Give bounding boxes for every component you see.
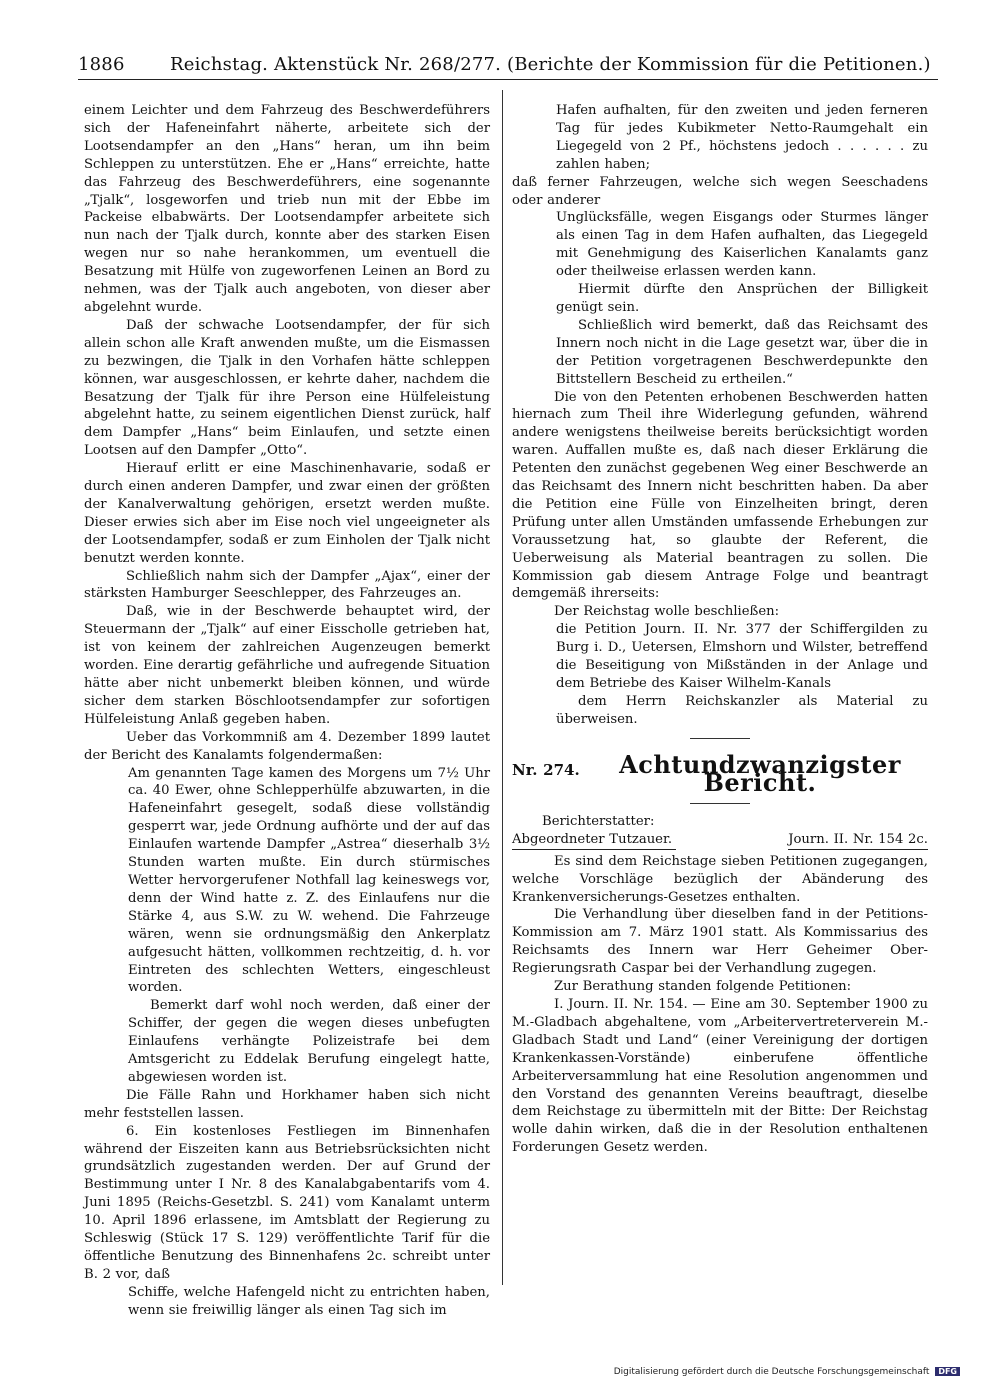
- quoted-tariff-cont2: [556, 209, 928, 388]
- paragraph: einem Leichter und dem Fahrzeug des Beschwerdeführers sich der Hafeneinfahrt näherte, arbeitete sich der Lootsendampfer an den „Hans“ heran, um ihn beim Schleppen zu unterstützen. Ehe er „Hans“ erreichte, hatte das Fahrzeug des Beschwerdeführers, eine sogenannte „Tjalk“, losgeworfen und trieb nun mit der Ebbe im Packeise elbabwärts. Der Lootsendampfer arbeitete sich nun nach der Tjalk durch, konnte aber des starken Eisen wegen nur so nahe herankommen, um eventuell die Besatzung mit Hülfe von zugeworfenen Leinen an Bord zu nehmen, was der Tjalk auch angeboten, von dieser aber abgelehnt wurde.: [84, 103, 490, 315]
- funding-note: Digitalisierung gefördert durch die Deutsche Forschungsgemeinschaft: [613, 1367, 930, 1377]
- paragraph: Unglücksfälle, wegen Eisgangs oder Sturmes länger als einen Tag in dem Hafen aufhalten, das Liegegeld mit Genehmigung des Kaiserlichen Kanalamts ganz oder theilweise erlassen werden kann.: [556, 210, 928, 280]
- paragraph: Die Verhandlung über dieselben fand in der Petitions-Kommission am 7. März 1901 statt. Als Kommissarius des Reichsamts des Innern war Herr Geheimer Ober-Regierungsrath Caspar bei der Verhandlung zugegen.: [512, 907, 928, 977]
- paragraph: Die Fälle Rahn und Horkhamer haben sich nicht mehr feststellen lassen.: [84, 1087, 490, 1121]
- paragraph: Schließlich wird bemerkt, daß das Reichsamt des Innern noch nicht in die Lage gesetzt war, über die in der Petition vorgetragenen Beschwerdepunkte den Bittstellern Bescheid zu ertheilen.“: [556, 317, 928, 387]
- left-column: [84, 102, 490, 1320]
- quoted-report: [128, 765, 490, 1087]
- paragraph: Bemerkt darf wohl noch werden, daß einer der Schiffer, der gegen die wegen dieses unbefugten Einlaufens verhängte Polizeistrafe bei dem Amtsgericht zu Eddelak Berufung eingelegt hatte, abgewiesen worden ist.: [128, 998, 490, 1085]
- quoted-tariff-cont: [556, 102, 928, 174]
- report-number: Nr. 274.: [512, 760, 580, 779]
- reporter-name: Abgeordneter Tutzauer.: [512, 831, 676, 850]
- paragraph: Der Reichstag wolle beschließen:: [554, 604, 780, 620]
- resolution: [556, 621, 928, 728]
- report-title: Achtundzwanzigster Bericht.: [619, 749, 901, 797]
- page-number: 1886: [78, 54, 125, 75]
- paragraph: Hiermit dürfte den Ansprüchen der Billigkeit genügt sein.: [556, 282, 928, 315]
- dfg-logo: DFG: [935, 1367, 960, 1376]
- paragraph: die Petition Journ. II. Nr. 377 der Schiffergilden zu Burg i. D., Uetersen, Elmshorn und Wilster, betreffend die Beseitigung von Mißständen in der Anlage und dem Betriebe des Kaiser Wilhelm-Kanals: [556, 622, 928, 691]
- paragraph: Hierauf erlitt er eine Maschinenhavarie, sodaß er durch einen anderen Dampfer, und zwar einen der größten der Kanalverwaltung gehörigen, ersetzt werden mußte. Dieser erwies sich aber im Eise noch viel ungeeigneter als der Lootsendampfer, sodaß er zum Einholen der Tjalk nicht benutzt werden konnte.: [84, 461, 490, 566]
- paragraph: Die von den Petenten erhobenen Beschwerden hatten hiernach zum Theil ihre Widerlegung gefunden, während andere wenigstens theilweise bereits berücksichtigt worden waren. Auffallen mußte es, daß nach dieser Erklärung die Petenten den zunächst gegebenen Weg einer Beschwerde an das Reichsamt des Innern nicht beschritten haben. Da aber die Petition eine Fülle von Einzelheiten bringt, deren Prüfung unter allen Umständen umfassende Erhebungen zur Voraussetzung hat, so glaubte der Referent, die Ueberweisung als Material beantragen zu sollen. Die Kommission gab diesem Antrage Folge und beantragt demgemäß ihrerseits:: [512, 389, 928, 602]
- paragraph: Daß, wie in der Beschwerde behauptet wird, der Steuermann der „Tjalk“ auf einer Eisscholle getrieben hat, ist von keinem der zahlreichen Augenzeugen bemerkt worden. Eine derartig gefährliche und aufregende Situation hätte aber nicht unbemerkt bleiben können, und würde sicher dem starken Böschlootsendampfer zur sofortigen Hülfeleistung Anlaß gegeben haben.: [84, 604, 490, 727]
- paragraph: dem Herrn Reichskanzler als Material zu überweisen.: [556, 693, 928, 727]
- right-column: [512, 102, 928, 1157]
- column-divider: [502, 90, 503, 1285]
- section-separator: [690, 738, 750, 739]
- quoted-tariff: [128, 1284, 490, 1320]
- paragraph: Hafen aufhalten, für den zweiten und jeden ferneren Tag für jedes Kubikmeter Netto-Raumgehalt ein Liegegeld von 2 Pf., höchstens jedoch . . . . . . zu zahlen haben;: [556, 103, 928, 172]
- page-header: [78, 48, 938, 80]
- paragraph: Es sind dem Reichstage sieben Petitionen zugegangen, welche Vorschläge bezüglich der Abänderung des Krankenversicherungs-Gesetzes enthalten.: [512, 853, 928, 905]
- paragraph: Daß der schwache Lootsendampfer, der für sich allein schon alle Kraft anwenden mußte, um die Eismassen zu bezwingen, die Tjalk in den Vorhafen hätte schleppen können, war ausgeschlossen, er kehrte daher, nachdem die Besatzung der Tjalk für ihre Person eine Hülfeleistung abgelehnt hatte, zu seinem eigentlichen Dienst zurück, half dem Dampfer „Hans“ beim Einlaufen, und setzte einen Lootsen auf den Dampfer „Otto“.: [84, 317, 490, 459]
- paragraph: Ueber das Vorkommniß am 4. Dezember 1899 lautet der Bericht des Kanalamts folgendermaßen:: [84, 729, 490, 763]
- paragraph: Zur Berathung standen folgende Petitionen:: [554, 979, 852, 995]
- paragraph: daß ferner Fahrzeugen, welche sich wegen Seeschadens oder anderer: [512, 174, 928, 208]
- paragraph: Am genannten Tage kamen des Morgens um 7½ Uhr ca. 40 Ewer, ohne Schlepperhülfe abzuwarten, in die Hafeneinfahrt gesegelt, sodaß diese vollständig gesperrt war, jede Ordnung aufhörte und der auf das Einlaufen wartende Dampfer „Astrea“ dieserhalb 3½ Stunden warten mußte. Ein durch stürmisches Wetter hervorgerufener Nothfall lag keineswegs vor, denn der Wind hatte z. Z. des Einlaufens nur die Stärke 4, aus S.W. zu W. wehend. Die Fahrzeuge wären, wenn sie ordnungsmäßig den Ankerplatz aufgesucht hätten, vollkommen rechtzeitig, d. h. vor Eintreten des schlechten Wetters, eingeschleust worden.: [128, 765, 490, 996]
- paragraph: Schließlich nahm sich der Dampfer „Ajax“, einer der stärksten Hamburger Seeschlepper, des Fahrzeuges an.: [84, 568, 490, 602]
- section-separator: [690, 803, 750, 804]
- report-heading: [512, 748, 928, 797]
- paragraph: Schiffe, welche Hafengeld nicht zu entrichten haben, wenn sie freiwillig länger als einen Tag sich im: [128, 1284, 490, 1318]
- reporter-block: [512, 813, 928, 853]
- header-rule: [78, 79, 938, 80]
- reporter-label: Berichterstatter:: [542, 813, 655, 829]
- journal-reference: Journ. II. Nr. 154 2c.: [788, 831, 928, 850]
- running-title: Reichstag. Aktenstück Nr. 268/277. (Berichte der Kommission für die Petitionen.): [170, 54, 931, 75]
- paragraph: 6. Ein kostenloses Festliegen im Binnenhafen während der Eiszeiten kann aus Betriebsrücksichten nicht grundsätzlich zugestanden werden. Der auf Grund der Bestimmung unter I Nr. 8 des Kanalabgabentarifs vom 4. Juni 1895 (Reichs-Gesetzbl. S. 241) vom Kanalamt unterm 10. April 1896 erlassene, im Amtsblatt der Regierung zu Schleswig (Stück 17 S. 129) veröffentlichte Tarif für die öffentliche Benutzung des Binnenhafens 2c. schreibt unter B. 2 vor, daß: [84, 1123, 490, 1282]
- paragraph: I. Journ. II. Nr. 154. — Eine am 30. September 1900 zu M.-Gladbach abgehaltene, vom „Arbeitervertreterverein M.-Gladbach Stadt und Land“ (einer Vereinigung der dortigen Krankenkassen-Vorstände) einberufene öffentliche Arbeiterversammlung hat eine Resolution angenommen und den Vorstand des genannten Vereins beauftragt, dieselbe dem Reichstage zu übermitteln mit der Bitte: Der Reichstag wolle dahin wirken, daß die in der Resolution enthaltenen Forderungen Gesetz werden.: [512, 996, 928, 1156]
- footer: [614, 1367, 960, 1377]
